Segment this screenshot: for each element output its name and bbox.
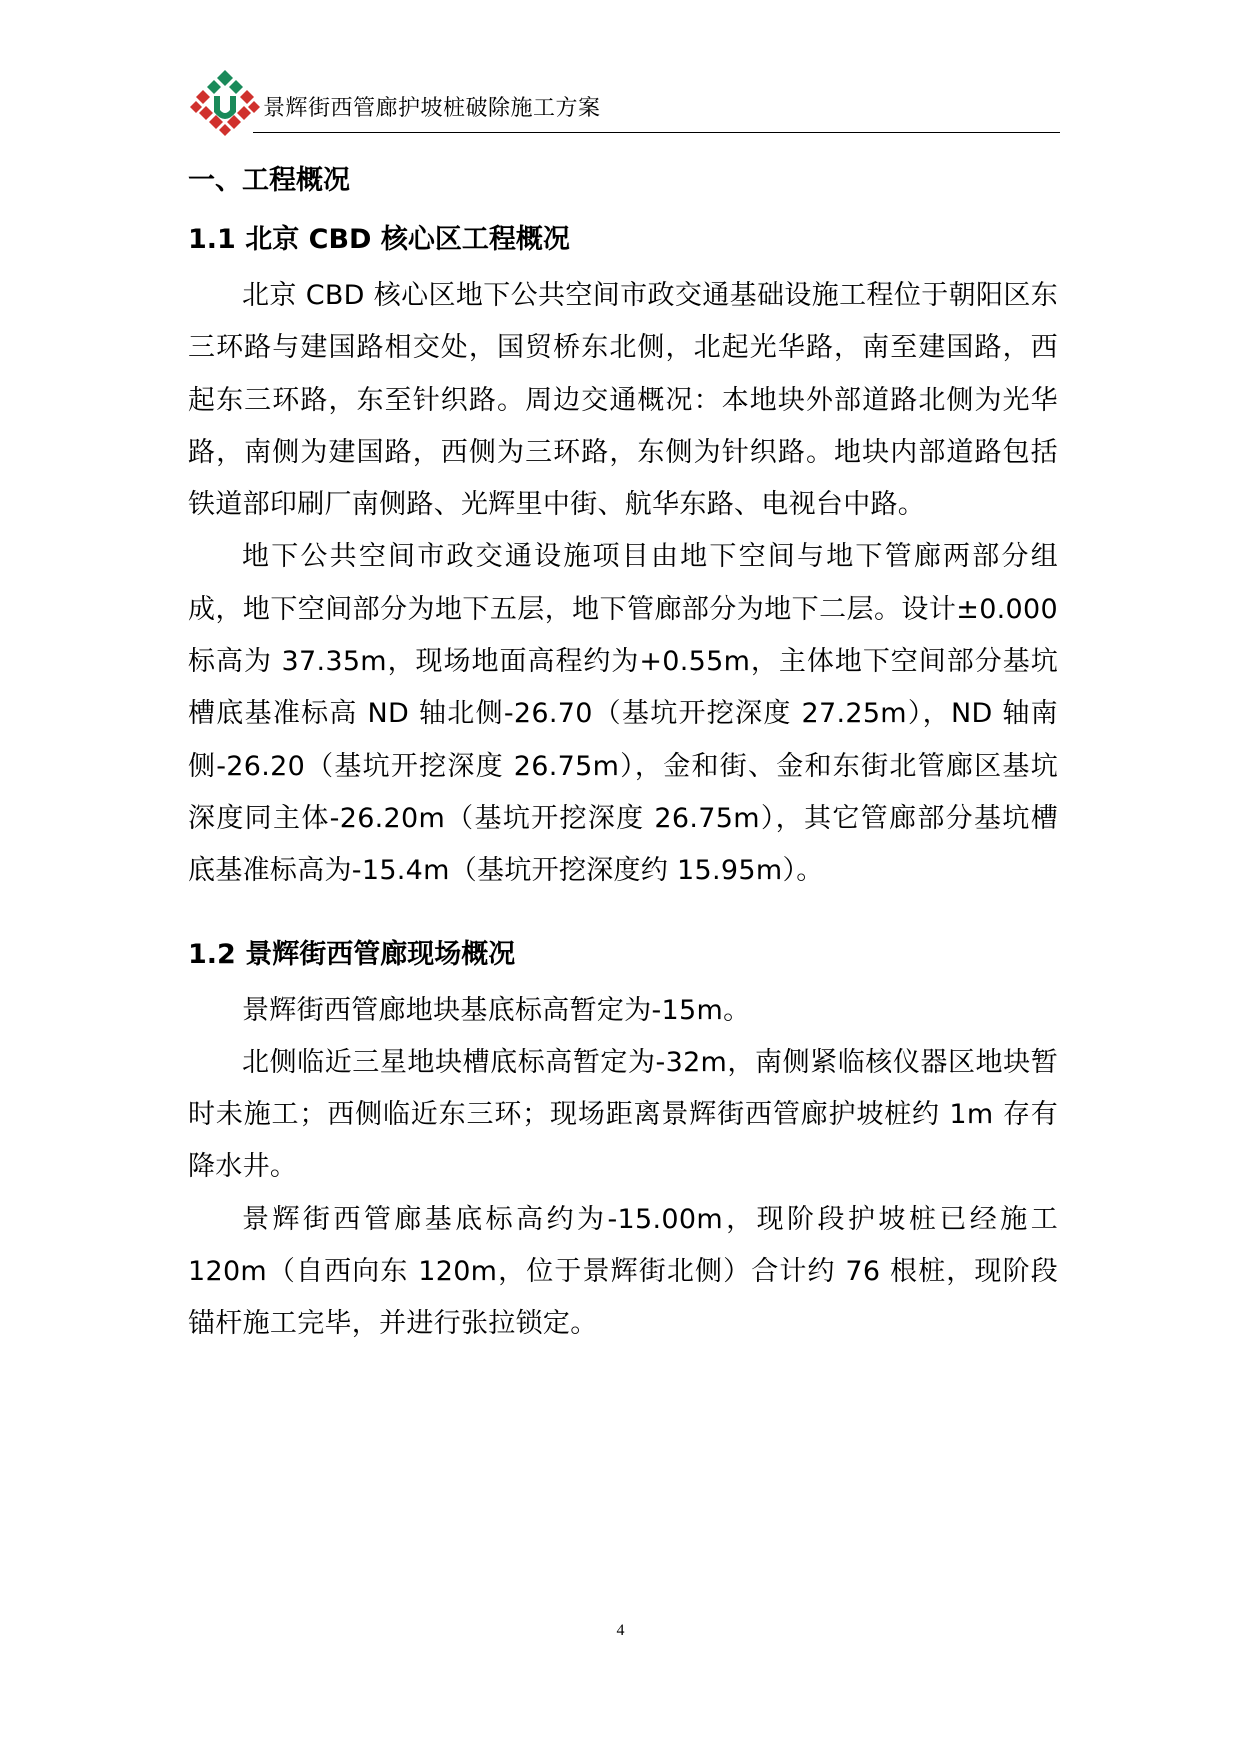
paragraph: 景辉街西管廊基底标高约为-15.00m，现阶段护坡桩已经施工 120m（自西向东 120m，位于景辉街北侧）合计约 76 根桩，现阶段锚杆施工完毕，并进行张拉锁定。 [188, 1203, 1058, 1340]
paragraph: 景辉街西管廊地块基底标高暂定为-15m。 [242, 994, 751, 1026]
company-logo-icon [190, 70, 260, 136]
paragraph: 北侧临近三星地块槽底标高暂定为-32m，南侧紧临核仪器区地块暂时未施工；西侧临近东三环；现场距离景辉街西管廊护坡桩约 1m 存有降水井。 [188, 1046, 1058, 1183]
subsection-title-1-1: 1.1 北京 CBD 核心区工程概况 [188, 224, 570, 255]
paragraph: 地下公共空间市政交通设施项目由地下空间与地下管廊两部分组成，地下空间部分为地下五层，地下管廊部分为地下二层。设计±0.000 标高为 37.35m，现场地面高程约为+0.55m，主体地下空间部分基坑槽底基准标高 ND 轴北侧-26.70（基坑开挖深度 27.25m），ND 轴南侧-26.20（基坑开挖深度 26.75m），金和街、金和东街北管廊区基坑深度同主体-26.20m（基坑开挖深度 26.75m），其它管廊部分基坑槽底基准标高为-15.4m（基坑开挖深度约 15.95m）。 [188, 541, 1058, 887]
page-number: 4 [616, 1622, 625, 1639]
section-title: 一、工程概况 [188, 165, 350, 196]
page-header [190, 70, 1060, 136]
paragraph: 北京 CBD 核心区地下公共空间市政交通基础设施工程位于朝阳区东三环路与建国路相交处，国贸桥东北侧，北起光华路，南至建国路，西起东三环路，东至针织路。周边交通概况：本地块外部道路北侧为光华路，南侧为建国路，西侧为三环路，东侧为针织路。地块内部道路包括铁道部印刷厂南侧路、光辉里中街、航华东路、电视台中路。 [188, 280, 1058, 521]
header-title: 景辉街西管廊护坡桩破除施工方案 [263, 96, 601, 121]
subsection-title-1-2: 1.2 景辉街西管廊现场概况 [188, 938, 516, 970]
header-divider [253, 132, 1060, 133]
document-body [188, 160, 1058, 1351]
